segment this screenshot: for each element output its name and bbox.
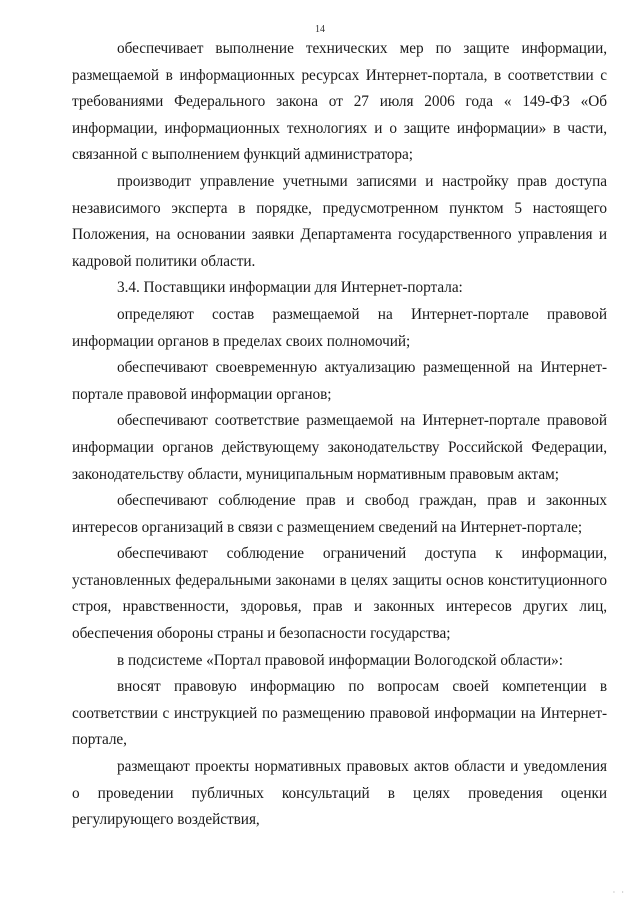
document-body xyxy=(72,36,607,834)
paragraph-legislation-compliance: обеспечивают соответствие размещаемой на Интернет-портале правовой информации органов действующему законодательству Российской Федерации, законодательству области, муниципальным нормативным правовым актам; xyxy=(72,412,607,483)
paragraph-citizen-rights: обеспечивают соблюдение прав и свобод граждан, прав и законных интересов организаций в связи с размещением сведений на Интернет-портале; xyxy=(72,492,607,536)
scan-corner-mark: · · xyxy=(612,888,626,897)
paragraph-subsystem-heading: в подсистеме «Портал правовой информации Вологодской области»: xyxy=(117,651,563,669)
paragraph-admin-technical-measures: обеспечивает выполнение технических мер по защите информации, размещаемой в информационных ресурсах Интернет-портала, в соответствии с требованиями Федерального закона от 27 июля 2006 года « 149-ФЗ «Об информации, информационных технологиях и о защите информации» в части, связанной с выполнением функций администратора; xyxy=(72,40,607,164)
paragraph-account-management: производит управление учетными записями и настройку прав доступа независимого эксперта в порядке, предусмотренном пунктом 5 настоящего Положения, на основании заявки Департамента государственного управления и кадровой политики области. xyxy=(72,172,607,270)
paragraph-define-composition: определяют состав размещаемой на Интернет-портале правовой информации органов в пределах своих полномочий; xyxy=(72,305,607,350)
paragraph-post-draft-acts: размещают проекты нормативных правовых актов области и уведомления о проведении публичных консультаций в целях проведения оценки регулирующего воздействия, xyxy=(72,758,607,829)
page-number: 14 xyxy=(315,24,325,35)
paragraph-section-3-4-heading: 3.4. Поставщики информации для Интернет-портала: xyxy=(117,279,463,297)
paragraph-access-restrictions: обеспечивают соблюдение ограничений доступа к информации, установленных федеральными законами в целях защиты основ конституционного строя, нравственности, здоровья, прав и законных интересов других лиц, обеспечения обороны страны и безопасности государства; xyxy=(72,545,607,643)
paragraph-enter-legal-info: вносят правовую информацию по вопросам своей компетенции в соответствии с инструкцией по размещению правовой информации на Интернет-портале, xyxy=(72,678,607,749)
paragraph-timely-update: обеспечивают своевременную актуализацию размещенной на Интернет-портале правовой информации органов; xyxy=(72,359,607,403)
